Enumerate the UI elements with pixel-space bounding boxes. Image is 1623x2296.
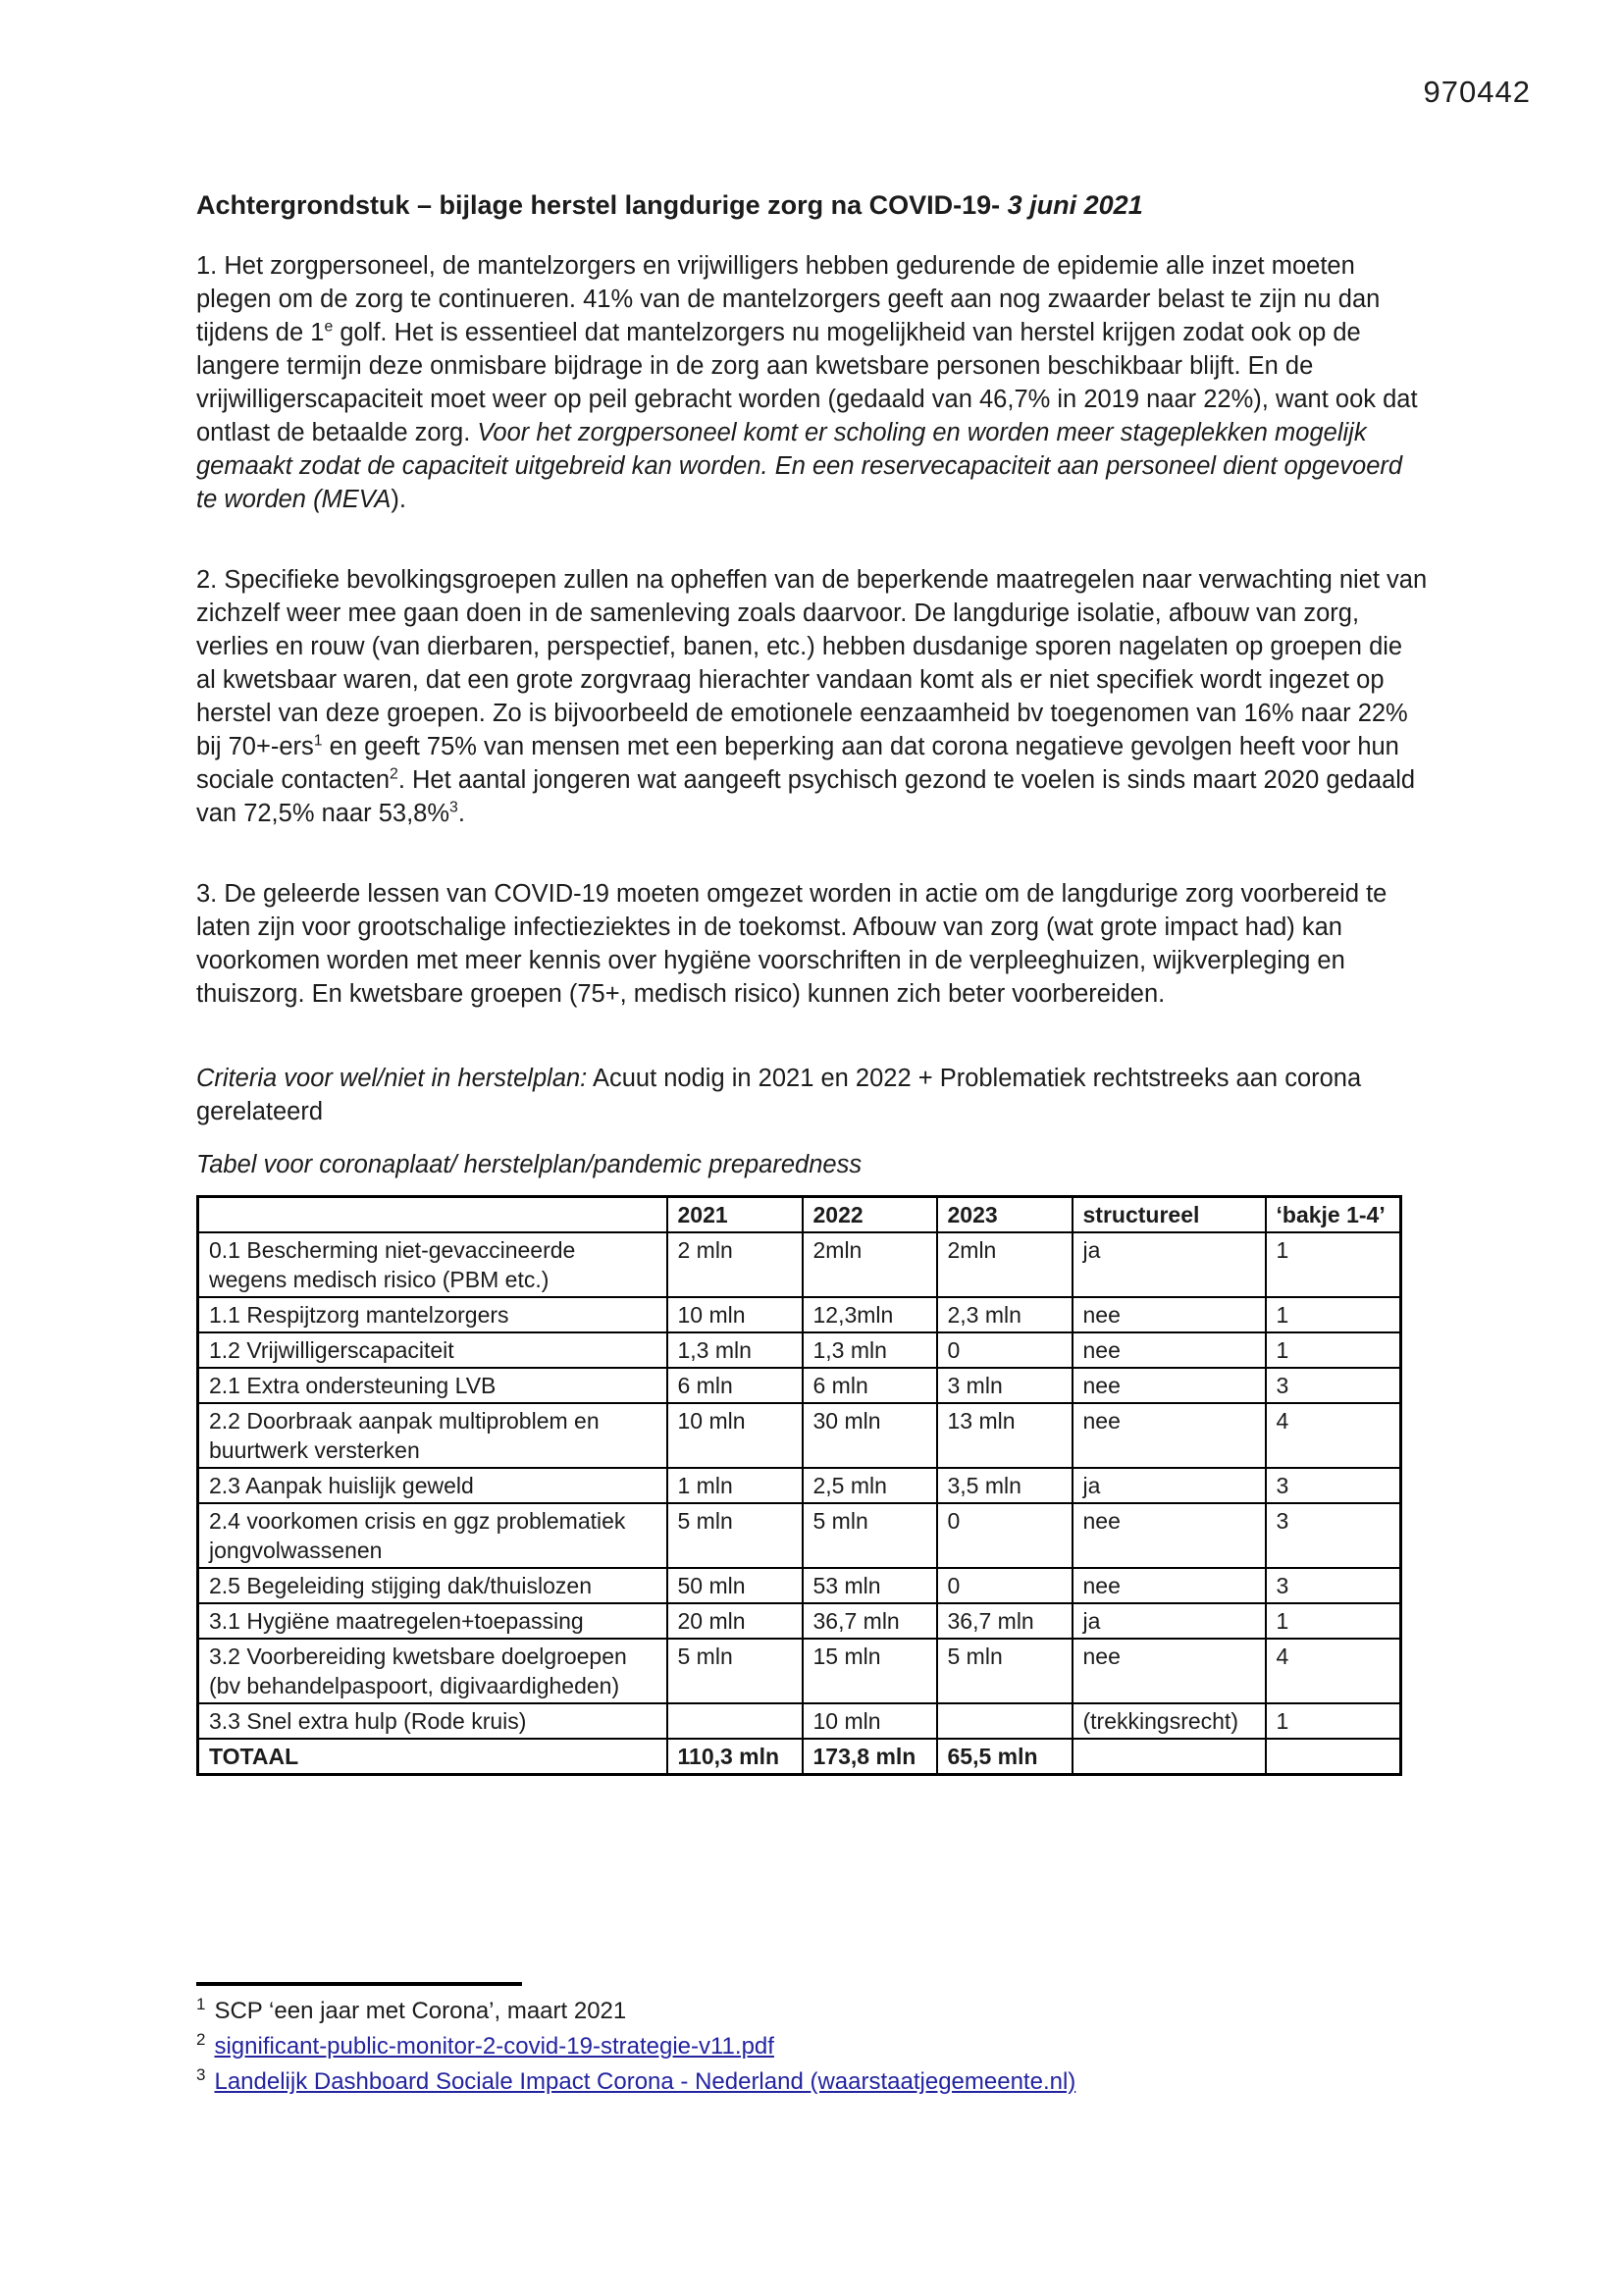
superscript: 1 (313, 732, 323, 750)
text-run: Acuut nodig in 2021 en 2022 + Problematiek rechtstreeks aan corona gerelateerd (196, 1065, 1362, 1125)
table-cell: ja (1073, 1603, 1266, 1639)
table-cell: 2.5 Begeleiding stijging dak/thuislozen (198, 1568, 667, 1603)
table-cell: 5 mln (937, 1639, 1073, 1703)
table-cell: nee (1073, 1368, 1266, 1403)
budget-table (196, 1195, 1402, 1776)
table-cell: 5 mln (667, 1503, 803, 1568)
table-cell: 6 mln (803, 1368, 937, 1403)
footnote (196, 2029, 1433, 2064)
footnote-link[interactable]: Landelijk Dashboard Sociale Impact Corona - Nederland (waarstaatjegemeente.nl) (214, 2068, 1076, 2095)
text-run: ). (391, 486, 406, 513)
table-cell: nee (1073, 1639, 1266, 1703)
table-cell: 3 (1266, 1368, 1401, 1403)
column-header: 2022 (803, 1197, 937, 1233)
table-cell: 2.4 voorkomen crisis en ggz problematiek jongvolwassenen (198, 1503, 667, 1568)
paragraph-lessons-learned (196, 877, 1429, 1011)
text-run: Tabel voor coronaplaat/ herstelplan/pandemic preparedness (196, 1151, 863, 1178)
superscript: 3 (449, 799, 458, 816)
table-cell: 1,3 mln (667, 1332, 803, 1368)
table-cell: 3 mln (937, 1368, 1073, 1403)
table-row (198, 1403, 1401, 1468)
table-cell: 3 (1266, 1568, 1401, 1603)
table-cell: 2.3 Aanpak huislijk geweld (198, 1468, 667, 1503)
text-run: 3. De geleerde lessen van COVID-19 moeten omgezet worden in actie om de langdurige zorg voorbereid te laten zijn voor grootschalige infectieziektes in de toekomst. Afbouw van zorg (wat grote impact had) kan voorkomen worden met meer kennis over hygiëne voorschriften in de verpleeghuizen, wijkverpleging en thuiszorg. En kwetsbare groepen (75+, medisch risico) kunnen zich beter voorbereiden. (196, 880, 1387, 1008)
footnote-marker: 2 (196, 2030, 206, 2049)
document-number: 970442 (1423, 75, 1531, 109)
table-row (198, 1468, 1401, 1503)
table-row (198, 1332, 1401, 1368)
table-cell: 20 mln (667, 1603, 803, 1639)
table-row (198, 1232, 1401, 1297)
table-cell: 10 mln (667, 1403, 803, 1468)
table-cell: 5 mln (667, 1639, 803, 1703)
text-run: 1. Het zorgpersoneel, de mantelzorgers en vrijwilligers hebben gedurende de epidemie alle inzet moeten plegen om de zorg te continueren. 41% van de mantelzorgers geeft aan nog zwaarder belast te zijn nu dan tijdens de 1 (196, 252, 1381, 346)
table-cell: 1 (1266, 1703, 1401, 1739)
text-run: Criteria voor wel/niet in herstelplan: (196, 1065, 588, 1092)
superscript: e (324, 318, 334, 336)
column-header: 2021 (667, 1197, 803, 1233)
table-cell: 1 (1266, 1297, 1401, 1332)
table-cell: 10 mln (803, 1703, 937, 1739)
text-run: 3 juni 2021 (1007, 190, 1143, 220)
paragraph-care-personnel (196, 249, 1429, 516)
table-row (198, 1703, 1401, 1739)
table-row (198, 1603, 1401, 1639)
footnote (196, 1994, 1433, 2029)
table-cell: 3.2 Voorbereiding kwetsbare doelgroepen (bv behandelpaspoort, digivaardigheden) (198, 1639, 667, 1703)
footnote-separator (196, 1982, 522, 1986)
table-caption (196, 1148, 1429, 1181)
table-cell: nee (1073, 1568, 1266, 1603)
table-cell (1073, 1739, 1266, 1775)
table-cell: 2mln (803, 1232, 937, 1297)
table-cell: 2 mln (667, 1232, 803, 1297)
paragraph-population-groups (196, 563, 1429, 830)
footnote-text: SCP ‘een jaar met Corona’, maart 2021 (214, 1998, 627, 2024)
table-cell: 36,7 mln (937, 1603, 1073, 1639)
table-cell: 1 mln (667, 1468, 803, 1503)
table-cell: 3.1 Hygiëne maatregelen+toepassing (198, 1603, 667, 1639)
table-cell: 0 (937, 1503, 1073, 1568)
table-cell: ja (1073, 1468, 1266, 1503)
table-cell: 6 mln (667, 1368, 803, 1403)
table-row (198, 1297, 1401, 1332)
table-cell: 1 (1266, 1332, 1401, 1368)
text-run: . Het aantal jongeren wat aangeeft psychisch gezond te voelen is sinds maart 2020 gedaald van 72,5% naar 53,8% (196, 766, 1416, 827)
table-cell: 110,3 mln (667, 1739, 803, 1775)
text-run: . (457, 800, 465, 827)
table-cell: 3 (1266, 1468, 1401, 1503)
table-header-row (198, 1197, 1401, 1233)
table-cell: 4 (1266, 1639, 1401, 1703)
text-run: Achtergrondstuk – bijlage herstel langdurige zorg na COVID-19- (196, 190, 1008, 220)
footnote-link[interactable]: significant-public-monitor-2-covid-19-strategie-v11.pdf (214, 2033, 774, 2060)
table-row (198, 1368, 1401, 1403)
table-cell: 36,7 mln (803, 1603, 937, 1639)
table-cell: 12,3mln (803, 1297, 937, 1332)
footnote (196, 2064, 1433, 2100)
column-header: 2023 (937, 1197, 1073, 1233)
table-cell: 2.2 Doorbraak aanpak multiproblem en buurtwerk versterken (198, 1403, 667, 1468)
table-cell: 3,5 mln (937, 1468, 1073, 1503)
table-cell: 2,5 mln (803, 1468, 937, 1503)
table-cell: TOTAAL (198, 1739, 667, 1775)
table-row (198, 1568, 1401, 1603)
footnote-marker: 3 (196, 2065, 206, 2084)
table-cell: 1,3 mln (803, 1332, 937, 1368)
table-cell: nee (1073, 1403, 1266, 1468)
text-run: Voor het zorgpersoneel komt er scholing en worden meer stageplekken mogelijk gemaakt zodat de capaciteit uitgebreid kan worden. En een reservecapaciteit aan personeel dient opgevoerd te worden (MEVA (196, 419, 1403, 513)
footnote-marker: 1 (196, 1995, 206, 2013)
table-cell: nee (1073, 1503, 1266, 1568)
table-cell (1266, 1739, 1401, 1775)
table-cell: 2mln (937, 1232, 1073, 1297)
text-run: 2. Specifieke bevolkingsgroepen zullen na opheffen van de beperkende maatregelen naar verwachting niet van zichzelf weer mee gaan doen in de samenleving zoals daarvoor. De langdurige isolatie, afbouw van zorg, verlies en rouw (van dierbaren, perspectief, banen, etc.) hebben dusdanige sporen nagelaten op groepen die al kwetsbaar waren, dat een grote zorgvraag hierachter vandaan komt als er niet specifiek wordt ingezet op herstel van deze groepen. Zo is bijvoorbeeld de emotionele eenzaamheid bv toegenomen van 16% naar 22% bij 70+-ers (196, 566, 1428, 760)
table-cell: 53 mln (803, 1568, 937, 1603)
superscript: 2 (390, 765, 398, 783)
table-cell: 5 mln (803, 1503, 937, 1568)
table-cell: ja (1073, 1232, 1266, 1297)
table-cell: 2,3 mln (937, 1297, 1073, 1332)
table-cell: (trekkingsrecht) (1073, 1703, 1266, 1739)
table-cell: 50 mln (667, 1568, 803, 1603)
table-cell: 1.1 Respijtzorg mantelzorgers (198, 1297, 667, 1332)
table-row (198, 1639, 1401, 1703)
document-title (196, 188, 1429, 222)
table-cell: 4 (1266, 1403, 1401, 1468)
table-cell: 1.2 Vrijwilligerscapaciteit (198, 1332, 667, 1368)
table-cell: 30 mln (803, 1403, 937, 1468)
table-cell (937, 1703, 1073, 1739)
table-cell: 3 (1266, 1503, 1401, 1568)
table-cell (667, 1703, 803, 1739)
table-cell: 2.1 Extra ondersteuning LVB (198, 1368, 667, 1403)
text-run: en geeft 75% van mensen met een beperking aan dat corona negatieve gevolgen heeft voor hun sociale contacten (196, 733, 1399, 794)
table-cell: 15 mln (803, 1639, 937, 1703)
column-header (198, 1197, 667, 1233)
criteria-line (196, 1062, 1429, 1128)
column-header: structureel (1073, 1197, 1266, 1233)
table-cell: 1 (1266, 1603, 1401, 1639)
table-cell: nee (1073, 1297, 1266, 1332)
table-cell: 0 (937, 1332, 1073, 1368)
table-cell: 0.1 Bescherming niet-gevaccineerde wegens medisch risico (PBM etc.) (198, 1232, 667, 1297)
table-cell: 13 mln (937, 1403, 1073, 1468)
table-cell: 0 (937, 1568, 1073, 1603)
table-cell: 65,5 mln (937, 1739, 1073, 1775)
table-cell: 3.3 Snel extra hulp (Rode kruis) (198, 1703, 667, 1739)
table-row (198, 1739, 1401, 1775)
table-cell: 10 mln (667, 1297, 803, 1332)
table-row (198, 1503, 1401, 1568)
text-run: golf. Het is essentieel dat mantelzorgers nu mogelijkheid van herstel krijgen zodat ook op de langere termijn deze onmisbare bijdrage in de zorg aan kwetsbare personen beschikbaar blijft. En de vrijwilligerscapaciteit moet weer op peil gebracht worden (gedaald van 46,7% in 2019 naar 22%), want ook dat ontlast de betaalde zorg. (196, 319, 1418, 446)
column-header: ‘bakje 1-4’ (1266, 1197, 1401, 1233)
table-cell: 1 (1266, 1232, 1401, 1297)
table-cell: nee (1073, 1332, 1266, 1368)
table-cell: 173,8 mln (803, 1739, 937, 1775)
footnotes (196, 1994, 1433, 2100)
